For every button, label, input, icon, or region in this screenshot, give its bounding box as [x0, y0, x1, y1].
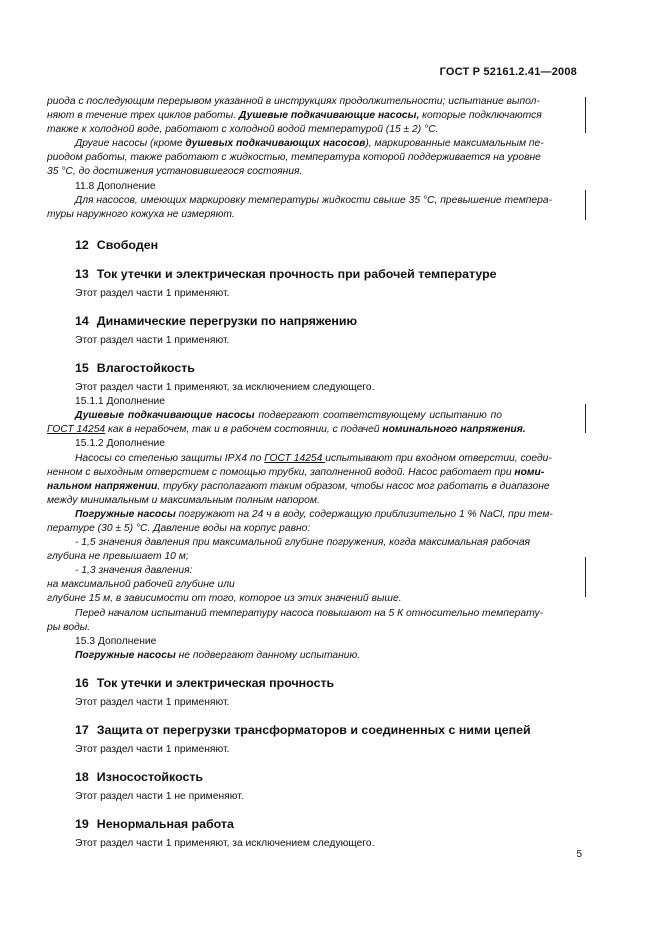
section-text: Этот раздел части 1 применяют. — [75, 744, 230, 755]
section-text: Этот раздел части 1 применяют. — [75, 287, 230, 299]
paragraph: Перед началом испытаний температуру насоса повышают на 5 К относительно температу- — [75, 607, 544, 619]
paragraph: ненном с выходным отверстием с помощью трубки, заполненной водой. Насос работает при номи- — [47, 466, 545, 478]
paragraph: Насосы со степенью защиты IPX4 по ГОСТ 14254 испытывают при входном отверстии, соеди- — [75, 452, 552, 464]
list-item: - 1,5 значения давления при максимальной глубине погружения, когда максимальная рабочая — [75, 537, 531, 549]
change-bar — [585, 190, 586, 220]
section-heading-15: 15 Влагостойкость — [75, 361, 195, 376]
section-heading-18: 18 Износостойкость — [75, 770, 204, 785]
paragraph: 35 °С, до достижения установившегося состояния. — [47, 166, 303, 178]
page-number: 5 — [576, 849, 582, 860]
section-text: Этот раздел части 1 применяют, за исключением следующего. — [75, 382, 375, 394]
paragraph: Для насосов, имеющих маркировку температуры жидкости свыше 35 °С, превышение темпера- — [75, 194, 553, 206]
paragraph: Погружные насосы не подвергают данному испытанию. — [75, 649, 361, 661]
section-heading-17: 17 Защита от перегрузки трансформаторов и соединенных с ними цепей — [75, 723, 531, 737]
addendum-label: 15.3 Дополнение — [75, 635, 157, 647]
document-code-header: ГОСТ Р 52161.2.41—2008 — [439, 66, 577, 78]
paragraph: нальном напряжении, трубку располагают таким образом, чтобы насос мог работать в диапазоне — [47, 480, 550, 492]
addendum-label: 11.8 Дополнение — [75, 180, 156, 192]
paragraph: на максимальной рабочей глубине или — [47, 579, 235, 591]
section-heading-14: 14 Динамические перегрузки по напряжению — [75, 313, 358, 328]
paragraph: Другие насосы (кроме душевых подкачивающих насосов), маркированные максимальным пе- — [75, 138, 544, 150]
list-item: - 1,3 значения давления: — [75, 565, 193, 577]
section-text: Этот раздел части 1 применяют. — [75, 696, 230, 708]
paragraph: ры воды. — [47, 621, 91, 633]
change-bar — [585, 557, 586, 597]
section-heading-19: 19 Ненормальная работа — [75, 817, 234, 832]
paragraph: ГОСТ 14254 как в нерабочем, так и в рабочем состоянии, с подачей номинального напряжения. — [47, 424, 526, 436]
section-text: Этот раздел части 1 не применяют. — [75, 791, 244, 803]
paragraph: глубина не превышает 10 м; — [47, 551, 189, 563]
change-bar — [585, 97, 586, 133]
paragraph: между минимальным и максимальным полным напором. — [47, 494, 320, 506]
change-bar — [585, 404, 586, 433]
paragraph: также к холодной воде, работают с холодной водой температурой (15 ± 2) °С. — [47, 124, 439, 136]
paragraph: няют в течение трех циклов работы. Душевые подкачивающие насосы, которые подключаются — [47, 110, 542, 122]
paragraph: Погружные насосы погружают на 24 ч в воду, содержащую приблизительно 1 % NaCl, при тем- — [75, 508, 553, 520]
standard-reference-link[interactable]: ГОСТ 14254 — [47, 424, 106, 436]
section-text: Этот раздел части 1 применяют. — [75, 334, 230, 346]
paragraph: Душевые подкачивающие насосы подвергают соответствующему испытанию по — [75, 410, 503, 422]
document-body — [47, 95, 584, 851]
addendum-label: 15.1.2 Дополнение — [75, 438, 165, 450]
paragraph: риодом работы, также работают с жидкостью, температура которой поддерживается на уровне — [47, 152, 541, 164]
section-heading-13: 13 Ток утечки и электрическая прочность при рабочей температуре — [75, 266, 497, 281]
paragraph: риода с последующим перерывом указанной в инструкциях продолжительности; испытание выпол- — [47, 96, 540, 107]
paragraph: туры наружного кожуха не измеряют. — [47, 208, 235, 220]
section-heading-12: 12 Свободен — [75, 237, 159, 252]
paragraph: глубине 15 м, в зависимости от того, которое из этих значений выше. — [47, 593, 402, 605]
standard-reference-link[interactable]: ГОСТ 14254 — [264, 452, 326, 464]
section-text: Этот раздел части 1 применяют, за исключением следующего. — [75, 838, 375, 850]
addendum-label: 15.1.1 Дополнение — [75, 396, 165, 408]
section-heading-16: 16 Ток утечки и электрическая прочность — [75, 675, 335, 690]
paragraph: пературе (30 ± 5) °С. Давление воды на корпус равно: — [47, 522, 311, 534]
